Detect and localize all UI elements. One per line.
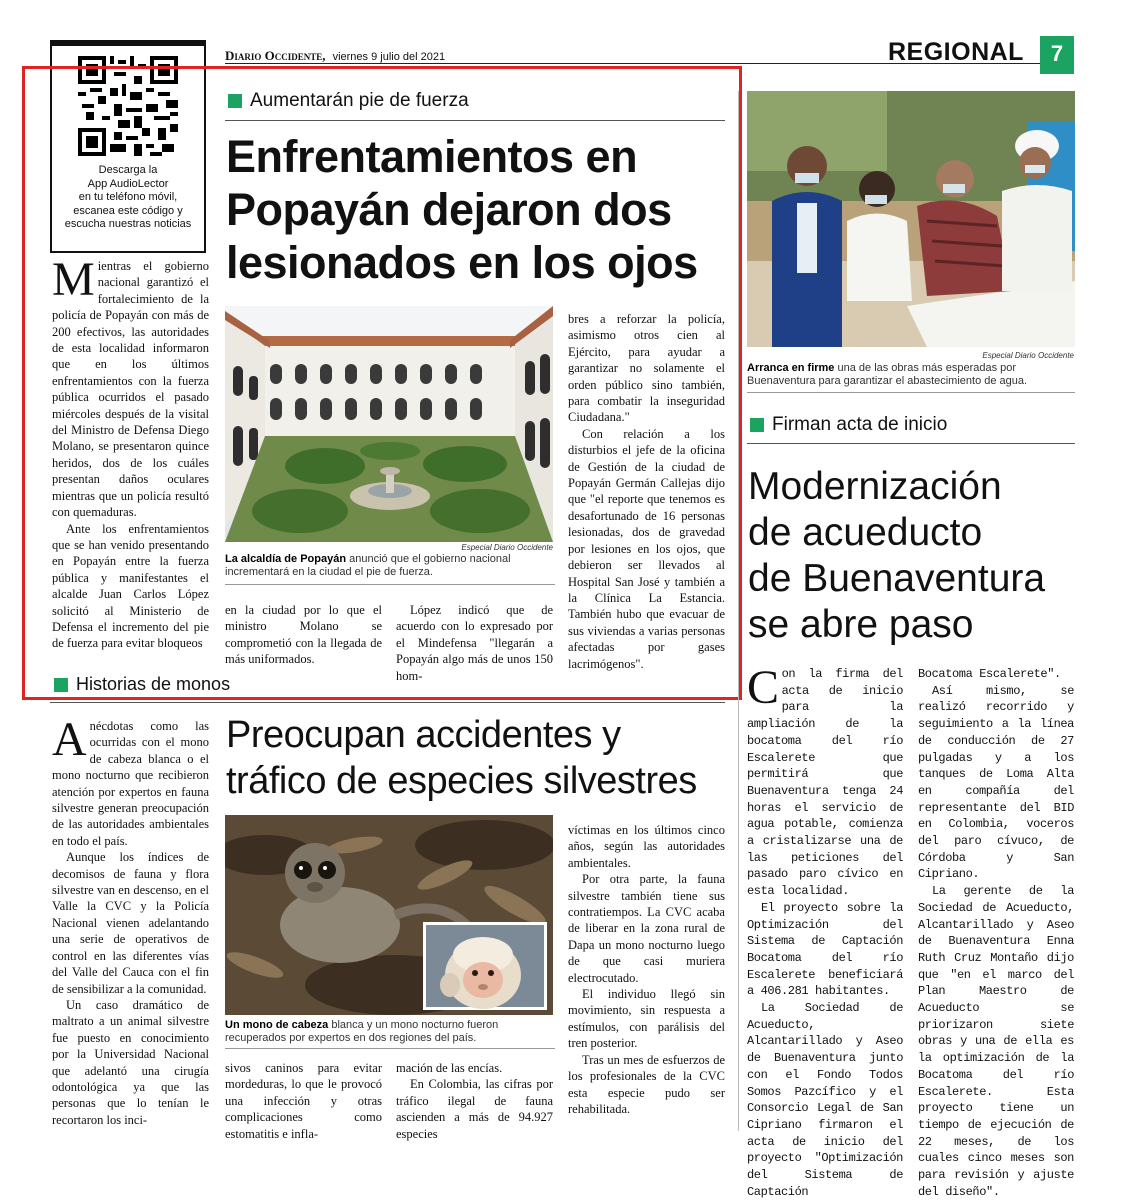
issue-date: viernes 9 julio del 2021	[332, 51, 446, 63]
story2-col4-p3: El individuo llegó sin movimiento, sin respuesta a estímulos, con parálisis del tren posterior.	[568, 987, 725, 1051]
story3-caption	[747, 362, 1075, 388]
story3-caption-rule	[747, 392, 1075, 393]
story1-col4-p1: bres a reforzar la policía, asimismo otros cien al Ejército, para ayudar a garantizar no solamente el orden público sino también, para combatir la inseguridad Ciudadana."	[568, 312, 725, 425]
story3-kicker	[750, 414, 947, 436]
story2-headline	[226, 712, 697, 804]
story2-col1-p3: Un caso dramático de maltrato a un animal silvestre fue puesto en conocimiento por la Universidad Nacional que adelantó una cirugía odontológica ya que las personas que lo tenían le recortaron los inci-	[52, 997, 209, 1127]
story2-col4-p2: Por otra parte, la fauna silvestre también tiene sus contratiempos. La CVC acaba de liberar en la zona rural de Dapa un mono nocturno luego de que casi muriera electrocutado.	[568, 872, 725, 985]
story3-col1-p3: La Sociedad de Acueducto, Alcantarillado y Aseo de Buenaventura junto con el Fondo Todos Somos Pazcífico y el Consorcio Legal de San Cipriano firmaron el acta de inicio del proyecto "Optimización del Sistema de Captación	[747, 1001, 903, 1199]
paragraph-text: on la firma del acta de inicio para la ampliación de la bocatoma del río Escalerete que permitirá que Buenaventura tenga 24 horas el servicio de agua potable, comienza a cristalizarse una de las peticiones del pasado paro cívico en esta localidad.	[747, 667, 903, 899]
story2-col3-p1: mación de las encías.	[396, 1061, 503, 1075]
headline-line-1: Modernización	[748, 465, 1002, 508]
story2-col2	[225, 1060, 382, 1142]
story3-photo-workers	[747, 91, 1075, 347]
caption-bold: La alcaldía de Popayán	[225, 553, 347, 565]
headline-line-2: Popayán dejaron dos	[226, 184, 672, 235]
headline-line-3: lesionados en los ojos	[226, 237, 698, 288]
caption-bold: Arranca en firme	[747, 362, 835, 374]
story2-col4	[568, 822, 725, 1117]
caption-bold: Un mono de cabeza	[225, 1019, 329, 1031]
drop-cap: A	[52, 713, 87, 766]
drop-cap: M	[52, 253, 95, 306]
kicker-text: Aumentarán pie de fuerza	[250, 90, 469, 111]
story1-col3-p1: López indicó que de acuerdo con lo expresado por el Mindefensa "llegarán a Popayán algo más de unos 150 hom-	[396, 603, 553, 683]
paragraph-text: nécdotas como las ocurridas con el mono de cabeza blanca o el mono nocturno que recibieron atención por expertos en fauna silvestre generan preocupación de las autoridades ambientales en todo el país.	[52, 719, 209, 848]
qr-line-1: Descarga la	[98, 164, 158, 176]
qr-line-3: en tu teléfono móvil,	[78, 191, 178, 203]
story3-headline	[748, 464, 1045, 648]
story2-caption	[225, 1019, 555, 1045]
headline-line-2: de acueducto	[748, 511, 983, 554]
story3-col1-p2: El proyecto sobre la Optimización del Sistema de Captación Bocatoma del río Escalerete beneficiará a 406.281 habitantes.	[747, 900, 903, 999]
headline-line-1: Enfrentamientos en	[226, 131, 638, 182]
caption-text: anunció que el gobierno nacional incrementará en la ciudad el pie de fuerza.	[225, 553, 511, 578]
story2-kicker-rule	[50, 702, 725, 703]
qr-line-4: escanea este código y	[73, 204, 183, 217]
story2-col3-p2: En Colombia, las cifras por tráfico ilegal de fauna ascienden a más de 94.927 especies	[396, 1077, 553, 1141]
story3-col1	[747, 661, 903, 1201]
headline-line-1: Preocupan accidentes y	[226, 714, 621, 756]
page-number-badge	[1040, 36, 1074, 74]
kicker-text: Historias de monos	[76, 674, 231, 694]
headline-line-4: se abre paso	[748, 603, 974, 646]
kicker-text: Firman acta de inicio	[772, 414, 948, 435]
caption-text: una de las obras más esperadas por Buenaventura para garantizar el abastecimiento de agua.	[747, 362, 1028, 387]
kicker-marker	[54, 678, 68, 692]
qr-line-2: App AudioLector	[87, 177, 169, 190]
story1-photo-credit: Especial Diario Occidente	[461, 543, 553, 552]
story1-col1-p2: Ante los enfrentamientos que se han venido presentando en Popayán entre la fuerza pública y manifestantes el alcalde Juan Carlos López solicitó al Ministerio de Defensa el incremento del pie de fuerza para evitar bloqueos	[52, 521, 209, 651]
story2-photo-monkeys	[225, 815, 553, 1015]
story2-col4-p4: Tras un mes de esfuerzos de los profesionales de la CVC esta especie pudo ser rehabilitada.	[568, 1052, 725, 1116]
caption-text: blanca y un mono nocturno fueron recuperados por expertos en dos regiones del país.	[225, 1019, 499, 1044]
story2-col1-p1	[52, 713, 209, 849]
kicker-marker	[750, 418, 764, 432]
headline-line-2: tráfico de especies silvestres	[226, 760, 697, 802]
paper-name: Diario Occidente,	[225, 48, 326, 63]
page-number: 7	[1050, 41, 1064, 66]
story2-caption-rule	[225, 1048, 555, 1049]
section-title: REGIONAL	[888, 38, 1024, 66]
story2-col1	[52, 713, 209, 1128]
story3-kicker-rule	[747, 443, 1075, 444]
story2-col2-p1: sivos caninos para evitar mordeduras, lo que le provocó una infección y otras complicaciones como estomatitis e infla-	[225, 1061, 382, 1141]
qr-line-5: escucha nuestras noticias	[64, 218, 192, 230]
headline-line-3: de Buenaventura	[748, 557, 1046, 600]
story3-col1-p1	[747, 661, 903, 900]
story3-photo-credit: Especial Diario Occidente	[982, 351, 1074, 360]
paragraph-text: ientras el gobierno nacional garantizó el fortalecimiento de la policía de Popayán con más de 200 efectivos, las autoridades de esta localidad informaron que en los últimos enfrentamientos con la fuerza pública ocurridos el pasado miércoles después de la visital del Ministro de Defensa Diego Molano, se presentaron quince heridos, dos de los cuáles presentan daños oculares mientras que un policía resultó con quemaduras.	[52, 259, 209, 520]
story2-col1-p2: Aunque los índices de decomisos de fauna y flora silvestre van en descenso, en el Valle la CVC y la Policía Nacional vienen adelantando una serie de operativos de control en las diferentes vías del Valle del Cauca con el fin de sensibilizar a la comunidad.	[52, 850, 209, 996]
story1-col4-p2: Con relación a los disturbios el jefe de la oficina de Gestión de la ciudad de Popayán Germán Callejas dijo que "el reporte que tenemos es desafortunado de 16 personas lesionadas, dos de gravedad por lesiones en los ojos, que debieron ser llevados al Hospital San José y también a la Clínica La Estancia. También hubo que evacuar de sus viviendas a varias personas afectadas por gases lacrimógenos".	[568, 426, 725, 671]
column-separator	[738, 91, 739, 1131]
story3-col2-p1: Bocatoma Escalerete".	[918, 667, 1061, 681]
drop-cap: C	[747, 661, 779, 714]
story3-col2-p3: La gerente de la Sociedad de Acueducto, Alcantarillado y Aseo de Buenaventura Enna Ruth Cruz Montaño dijo que "en el marco del Plan Maestro de Acueducto se priorizaron siete obras y una de ella es la optimización de la Bocatoma del río Escalerete. Esta proyecto tiene un tiempo de ejecución de 22 meses, de los cuales cinco meses son para revisión y ajuste del diseño".	[918, 884, 1074, 1199]
highlight-frame	[22, 66, 742, 700]
story2-col4-p1: víctimas en los últimos cinco años, según las autoridades ambientales.	[568, 823, 725, 870]
story2-col3	[396, 1060, 553, 1142]
story3-col2-p2: Así mismo, se realizó recorrido y seguimiento a la línea de conducción de 27 pulgadas y a los tanques de Loma Alta en compañía del representante del BID en Colombia, voceros del paro cívuco, de Córdoba y San Cipriano.	[918, 683, 1074, 882]
story3-col2	[918, 666, 1074, 1201]
masthead	[225, 48, 445, 64]
story2-kicker	[54, 674, 230, 695]
story1-col2-p1: en la ciudad por lo que el ministro Molano se comprometió con la llegada de más uniformados.	[225, 603, 382, 667]
